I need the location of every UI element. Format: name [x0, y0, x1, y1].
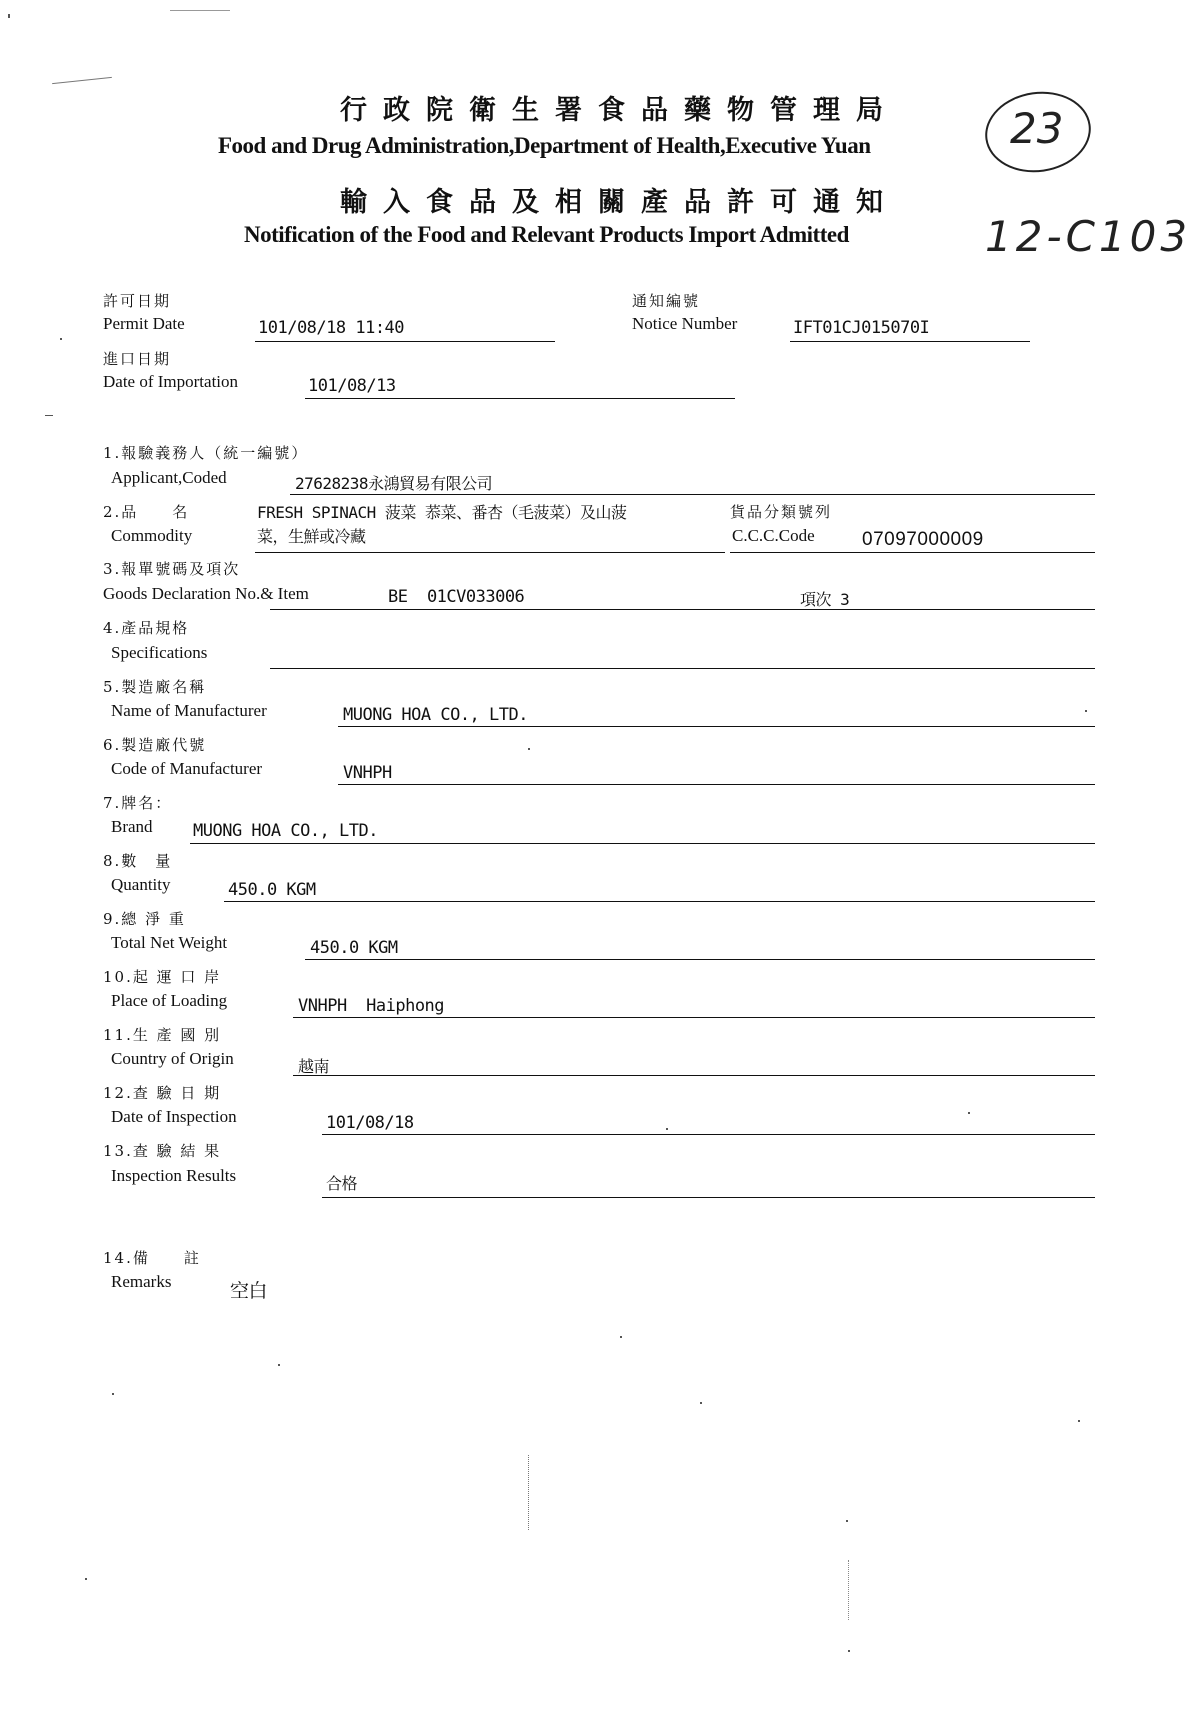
manufacturer-name-label-zh: 5.製造廠名稱: [103, 678, 207, 696]
origin-underline: [293, 1075, 1095, 1076]
scan-speck: [60, 338, 62, 340]
scan-speck: [848, 1650, 850, 1652]
origin-label-en: Country of Origin: [111, 1049, 234, 1068]
scan-speck: [620, 1336, 622, 1338]
document-title-en: Notification of the Food and Relevant Products Import Admitted: [244, 222, 849, 247]
scan-speck: [666, 1128, 668, 1130]
scan-speck: [85, 1578, 87, 1580]
applicant-underline: [290, 494, 1095, 495]
loading-underline: [293, 1017, 1095, 1018]
specifications-label-en: Specifications: [111, 643, 208, 662]
declaration-underline: [270, 609, 1095, 610]
inspection-date-label-zh: 12.查 驗 日 期: [103, 1084, 222, 1102]
importation-date-value: 101/08/13: [308, 376, 396, 396]
net-weight-label-en: Total Net Weight: [111, 933, 228, 952]
manufacturer-name-underline: [338, 726, 1095, 727]
quantity-value: 450.0 KGM: [228, 880, 316, 900]
scan-speck: [45, 415, 53, 416]
loading-label-zh: 10.起 運 口 岸: [103, 968, 222, 986]
scan-dotted-line: [848, 1560, 849, 1620]
origin-value: 越南: [298, 1057, 330, 1076]
permit-date-label-en: Permit Date: [103, 314, 185, 333]
handwritten-reference: 12-C103: [985, 212, 1192, 261]
quantity-underline: [224, 901, 1095, 902]
scan-dotted-line: [528, 1455, 529, 1530]
manufacturer-code-value: VNHPH: [343, 763, 392, 783]
scan-speck: [112, 1393, 114, 1395]
document-title-zh: 輸入食品及相關產品許可通知: [340, 187, 899, 218]
permit-date-underline: [255, 341, 555, 342]
scan-speck: [1078, 1420, 1080, 1422]
brand-label-en: Brand: [111, 817, 153, 836]
quantity-label-en: Quantity: [111, 875, 171, 894]
applicant-label-en: Applicant,Coded: [111, 468, 227, 487]
agency-title-zh: 行政院衛生署食品藥物管理局: [340, 95, 899, 126]
inspection-result-underline: [322, 1197, 1095, 1198]
agency-title-en: Food and Drug Administration,Department of Health,Executive Yuan: [218, 133, 871, 158]
notice-number-label-zh: 通知編號: [632, 292, 701, 310]
ccc-code-label-en: C.C.C.Code: [732, 526, 815, 545]
inspection-date-label-en: Date of Inspection: [111, 1107, 237, 1126]
handwritten-circled-number: 23: [1010, 104, 1064, 153]
notice-number-label-en: Notice Number: [632, 314, 738, 333]
scan-speck: [700, 1402, 702, 1404]
scan-speck: [8, 14, 10, 18]
declaration-item: 項次 3: [800, 590, 850, 609]
manufacturer-code-underline: [338, 784, 1095, 785]
quantity-label-zh: 8.數 量: [103, 852, 173, 870]
ccc-code-underline: [730, 552, 1095, 553]
permit-date-label-zh: 許可日期: [103, 292, 172, 310]
manufacturer-code-label-zh: 6.製造廠代號: [103, 736, 207, 754]
importation-date-label-zh: 進口日期: [103, 350, 172, 368]
manufacturer-name-label-en: Name of Manufacturer: [111, 701, 267, 720]
brand-underline: [190, 843, 1095, 844]
ccc-code-label-zh: 貨品分類號列: [730, 503, 833, 521]
scan-speck: [968, 1112, 970, 1114]
net-weight-underline: [305, 959, 1095, 960]
inspection-result-label-en: Inspection Results: [111, 1166, 237, 1185]
remarks-label-zh: 14.備 註: [103, 1249, 201, 1267]
manufacturer-name-value: MUONG HOA CO., LTD.: [343, 705, 528, 725]
net-weight-label-zh: 9.總 淨 重: [103, 910, 186, 928]
commodity-underline: [255, 552, 725, 553]
scan-speck: [528, 748, 530, 750]
applicant-value: 27628238永鴻貿易有限公司: [295, 474, 493, 493]
inspection-date-value: 101/08/18: [326, 1113, 414, 1133]
declaration-label-zh: 3.報單號碼及項次: [103, 560, 241, 578]
net-weight-value: 450.0 KGM: [310, 938, 398, 958]
loading-value: VNHPH Haiphong: [298, 996, 445, 1016]
loading-label-en: Place of Loading: [111, 991, 228, 1010]
remarks-value: 空白: [230, 1280, 268, 1302]
applicant-label-zh: 1.報驗義務人（統一編號）: [103, 444, 309, 462]
specifications-label-zh: 4.產品規格: [103, 619, 190, 637]
notice-number-underline: [790, 341, 1030, 342]
declaration-value: BE 01CV033006: [388, 587, 525, 607]
scan-speck: [52, 77, 112, 84]
permit-date-value: 101/08/18 11:40: [258, 318, 405, 338]
specifications-underline: [270, 668, 1095, 669]
commodity-label-en: Commodity: [111, 526, 193, 545]
commodity-value-line1: FRESH SPINACH 菠菜 菾菜、番杏（毛菠菜）及山菠: [257, 503, 627, 522]
scan-speck: [278, 1364, 280, 1366]
origin-label-zh: 11.生 產 國 別: [103, 1026, 222, 1044]
manufacturer-code-label-en: Code of Manufacturer: [111, 759, 263, 778]
ccc-code-value: 07097000009: [862, 529, 984, 550]
importation-date-label-en: Date of Importation: [103, 372, 239, 391]
remarks-label-en: Remarks: [111, 1272, 172, 1291]
commodity-value-line2: 菜，生鮮或冷藏: [257, 527, 366, 546]
inspection-result-label-zh: 13.查 驗 結 果: [103, 1142, 222, 1160]
brand-label-zh: 7.牌名：: [103, 794, 173, 812]
commodity-label-zh: 2.品 名: [103, 503, 190, 521]
inspection-result-value: 合格: [326, 1174, 358, 1193]
scan-speck: [1085, 710, 1087, 712]
brand-value: MUONG HOA CO., LTD.: [193, 821, 378, 841]
declaration-label-en: Goods Declaration No.& Item: [103, 584, 309, 603]
scan-speck: [170, 10, 230, 11]
notice-number-value: IFT01CJ015070I: [793, 318, 930, 338]
importation-date-underline: [305, 398, 735, 399]
inspection-date-underline: [322, 1134, 1095, 1135]
scan-speck: [846, 1520, 848, 1522]
